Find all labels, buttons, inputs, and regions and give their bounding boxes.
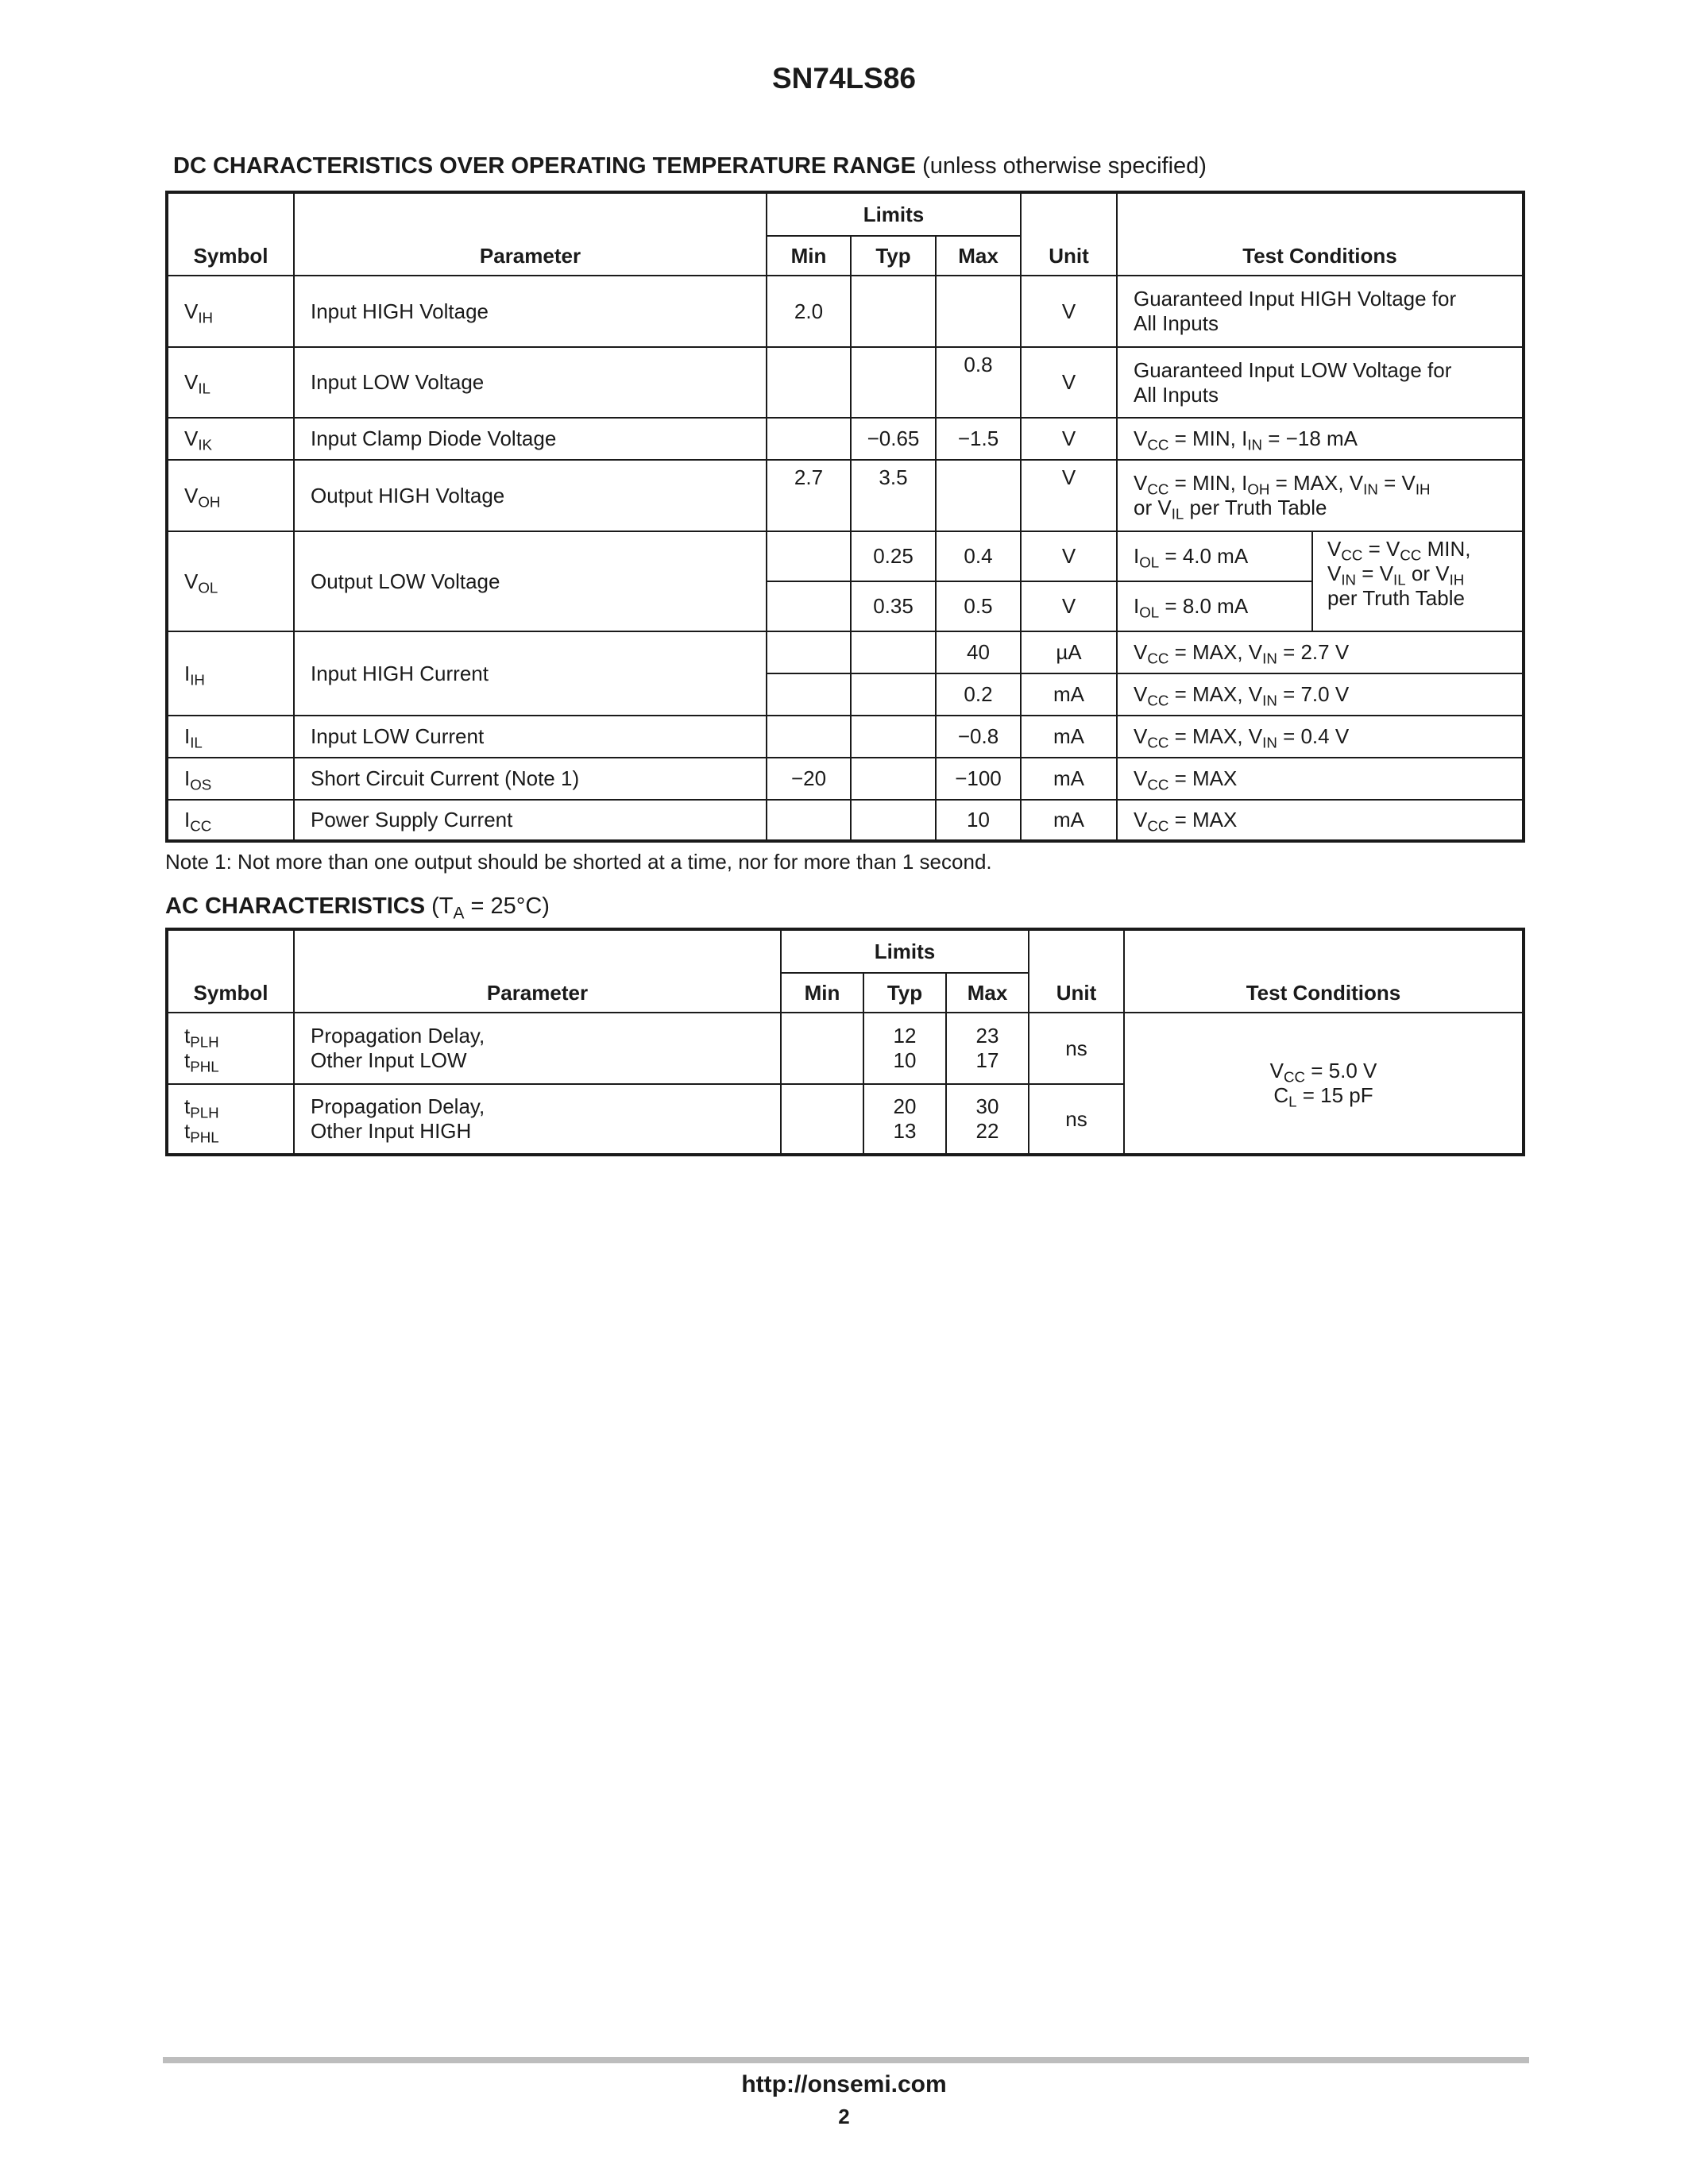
symbol-cell: $I_{CC}$ — [167, 800, 294, 841]
test-condition-cell: Guaranteed Input LOW Voltage for All Inputs — [1117, 347, 1524, 418]
header-max: Max — [946, 973, 1029, 1013]
typ-cell: 20 13 — [863, 1084, 946, 1155]
test-condition-cell: $V_{CC}$ = MAX, $V_{IN} = 2.7$ V — [1117, 631, 1524, 673]
min-cell: 2.7 — [767, 460, 851, 531]
min-cell — [767, 631, 851, 673]
max-cell: 0.5 — [936, 581, 1021, 631]
typ-cell: 0.25 — [851, 531, 936, 581]
typ-cell — [851, 673, 936, 716]
test-condition-cell: $V_{CC}$ = MIN, $I_{OH}$ = MAX, $V_{IN} = V_{IH}$ or $V_{IL}$ per Truth Table — [1117, 460, 1524, 531]
symbol-cell: $I_{OS}$ — [167, 758, 294, 800]
unit-cell: V — [1021, 531, 1117, 581]
table-row — [167, 800, 1524, 841]
max-cell: 10 — [936, 800, 1021, 841]
parameter-cell: Propagation Delay, Other Input HIGH — [294, 1084, 781, 1155]
header-typ: Typ — [863, 973, 946, 1013]
symbol-cell: $V_{OH}$ — [167, 460, 294, 531]
min-cell — [767, 581, 851, 631]
header-max: Max — [936, 236, 1021, 276]
test-condition-cell: $I_{OL} = 8.0$ mA — [1117, 581, 1312, 631]
unit-cell: V — [1021, 347, 1117, 418]
symbol-cell: $V_{IK}$ — [167, 418, 294, 460]
header-symbol: Symbol — [167, 929, 294, 1013]
shared-test-condition-cell: $V_{CC} = V_{CC}$ MIN, $V_{IN} = V_{IL}$ or $V_{IH}$ per Truth Table — [1312, 531, 1524, 631]
footnote: Note 1: Not more than one output should be shorted at a time, nor for more than 1 second. — [165, 850, 992, 874]
test-condition-cell: $V_{CC}$ = MAX, $V_{IN} = 7.0$ V — [1117, 673, 1524, 716]
table-row — [167, 418, 1524, 460]
test-condition-cell: Guaranteed Input HIGH Voltage for All Inputs — [1117, 276, 1524, 347]
min-cell — [767, 531, 851, 581]
header-test-conditions: Test Conditions — [1117, 192, 1524, 276]
parameter-cell: Input LOW Voltage — [294, 347, 767, 418]
header-limits: Limits — [767, 192, 1021, 236]
min-cell — [781, 1084, 863, 1155]
unit-cell: V — [1021, 460, 1117, 531]
page-number: 2 — [838, 2105, 850, 2128]
test-condition-cell: $V_{CC}$ = MAX, $V_{IN} = 0.4$ V — [1117, 716, 1524, 758]
symbol-cell: $V_{IH}$ — [167, 276, 294, 347]
table-row — [167, 1013, 1524, 1084]
test-condition-cell: $I_{OL} = 4.0$ mA — [1117, 531, 1312, 581]
header-typ: Typ — [851, 236, 936, 276]
unit-cell: ns — [1029, 1084, 1124, 1155]
header-symbol: Symbol — [167, 192, 294, 276]
typ-cell — [851, 758, 936, 800]
max-cell: 30 22 — [946, 1084, 1029, 1155]
unit-cell: V — [1021, 418, 1117, 460]
max-cell: 0.4 — [936, 531, 1021, 581]
unit-cell: mA — [1021, 800, 1117, 841]
ac-characteristics-table — [165, 928, 1525, 1156]
min-cell — [767, 673, 851, 716]
max-cell: 23 17 — [946, 1013, 1029, 1084]
typ-cell: 0.35 — [851, 581, 936, 631]
min-cell: 2.0 — [767, 276, 851, 347]
unit-cell: mA — [1021, 716, 1117, 758]
ac-title-condition: $(T_A = 25^\circ C)$ — [431, 893, 550, 923]
typ-cell — [851, 631, 936, 673]
table-row — [167, 758, 1524, 800]
max-cell: 40 — [936, 631, 1021, 673]
page-title: SN74LS86 — [772, 62, 916, 95]
table-row — [167, 631, 1524, 673]
table-row — [167, 716, 1524, 758]
header-unit: Unit — [1029, 929, 1124, 1013]
dc-section-title — [173, 153, 1207, 179]
header-min: Min — [781, 973, 863, 1013]
unit-cell: V — [1021, 276, 1117, 347]
header-limits: Limits — [781, 929, 1029, 973]
max-cell: 0.8 — [936, 347, 1021, 418]
dc-title-bold: DC CHARACTERISTICS OVER OPERATING TEMPERATURE RANGE — [173, 153, 917, 179]
typ-cell: −0.65 — [851, 418, 936, 460]
symbol-cell: $V_{IL}$ — [167, 347, 294, 418]
parameter-cell: Input HIGH Current — [294, 631, 767, 716]
min-cell: −20 — [767, 758, 851, 800]
max-cell: −100 — [936, 758, 1021, 800]
min-cell — [767, 716, 851, 758]
table-row — [167, 531, 1524, 581]
ac-title-bold: AC CHARACTERISTICS — [165, 893, 426, 919]
dc-characteristics-table — [165, 191, 1525, 843]
unit-cell: mA — [1021, 758, 1117, 800]
ac-section-title — [165, 893, 550, 923]
symbol-cell: $V_{OL}$ — [167, 531, 294, 631]
parameter-cell: Input LOW Current — [294, 716, 767, 758]
max-cell — [936, 276, 1021, 347]
typ-cell — [851, 716, 936, 758]
unit-cell: µA — [1021, 631, 1117, 673]
footer-url-link[interactable]: http://onsemi.com — [741, 2071, 947, 2097]
parameter-cell: Propagation Delay, Other Input LOW — [294, 1013, 781, 1084]
max-cell: 0.2 — [936, 673, 1021, 716]
max-cell: −0.8 — [936, 716, 1021, 758]
parameter-cell: Input HIGH Voltage — [294, 276, 767, 347]
unit-cell: V — [1021, 581, 1117, 631]
parameter-cell: Input Clamp Diode Voltage — [294, 418, 767, 460]
typ-cell — [851, 276, 936, 347]
header-min: Min — [767, 236, 851, 276]
dc-title-normal: (unless otherwise specified) — [922, 153, 1207, 179]
parameter-cell: Output HIGH Voltage — [294, 460, 767, 531]
min-cell — [767, 418, 851, 460]
parameter-cell: Output LOW Voltage — [294, 531, 767, 631]
unit-cell: mA — [1021, 673, 1117, 716]
typ-cell: 12 10 — [863, 1013, 946, 1084]
test-condition-cell: $V_{CC}$ = MAX — [1117, 758, 1524, 800]
table-row — [167, 460, 1524, 531]
header-parameter: Parameter — [294, 192, 767, 276]
min-cell — [767, 800, 851, 841]
symbol-cell: $I_{IH}$ — [167, 631, 294, 716]
parameter-cell: Power Supply Current — [294, 800, 767, 841]
symbol-cell: $t_{PLH}$ $t_{PHL}$ — [167, 1013, 294, 1084]
min-cell — [767, 347, 851, 418]
min-cell — [781, 1013, 863, 1084]
max-cell — [936, 460, 1021, 531]
max-cell: −1.5 — [936, 418, 1021, 460]
header-test-conditions: Test Conditions — [1124, 929, 1524, 1013]
table-row — [167, 276, 1524, 347]
parameter-cell: Short Circuit Current (Note 1) — [294, 758, 767, 800]
typ-cell: 3.5 — [851, 460, 936, 531]
symbol-cell: $I_{IL}$ — [167, 716, 294, 758]
typ-cell — [851, 800, 936, 841]
test-condition-cell: $V_{CC}$ = MIN, $I_{IN} = -18$ mA — [1117, 418, 1524, 460]
footer-divider — [163, 2057, 1529, 2063]
test-condition-cell: $V_{CC} = 5.0$ V $C_L = 15$ pF — [1124, 1013, 1524, 1155]
symbol-cell: $t_{PLH}$ $t_{PHL}$ — [167, 1084, 294, 1155]
header-unit: Unit — [1021, 192, 1117, 276]
test-condition-cell: $V_{CC}$ = MAX — [1117, 800, 1524, 841]
header-parameter: Parameter — [294, 929, 781, 1013]
typ-cell — [851, 347, 936, 418]
unit-cell: ns — [1029, 1013, 1124, 1084]
table-row — [167, 347, 1524, 418]
